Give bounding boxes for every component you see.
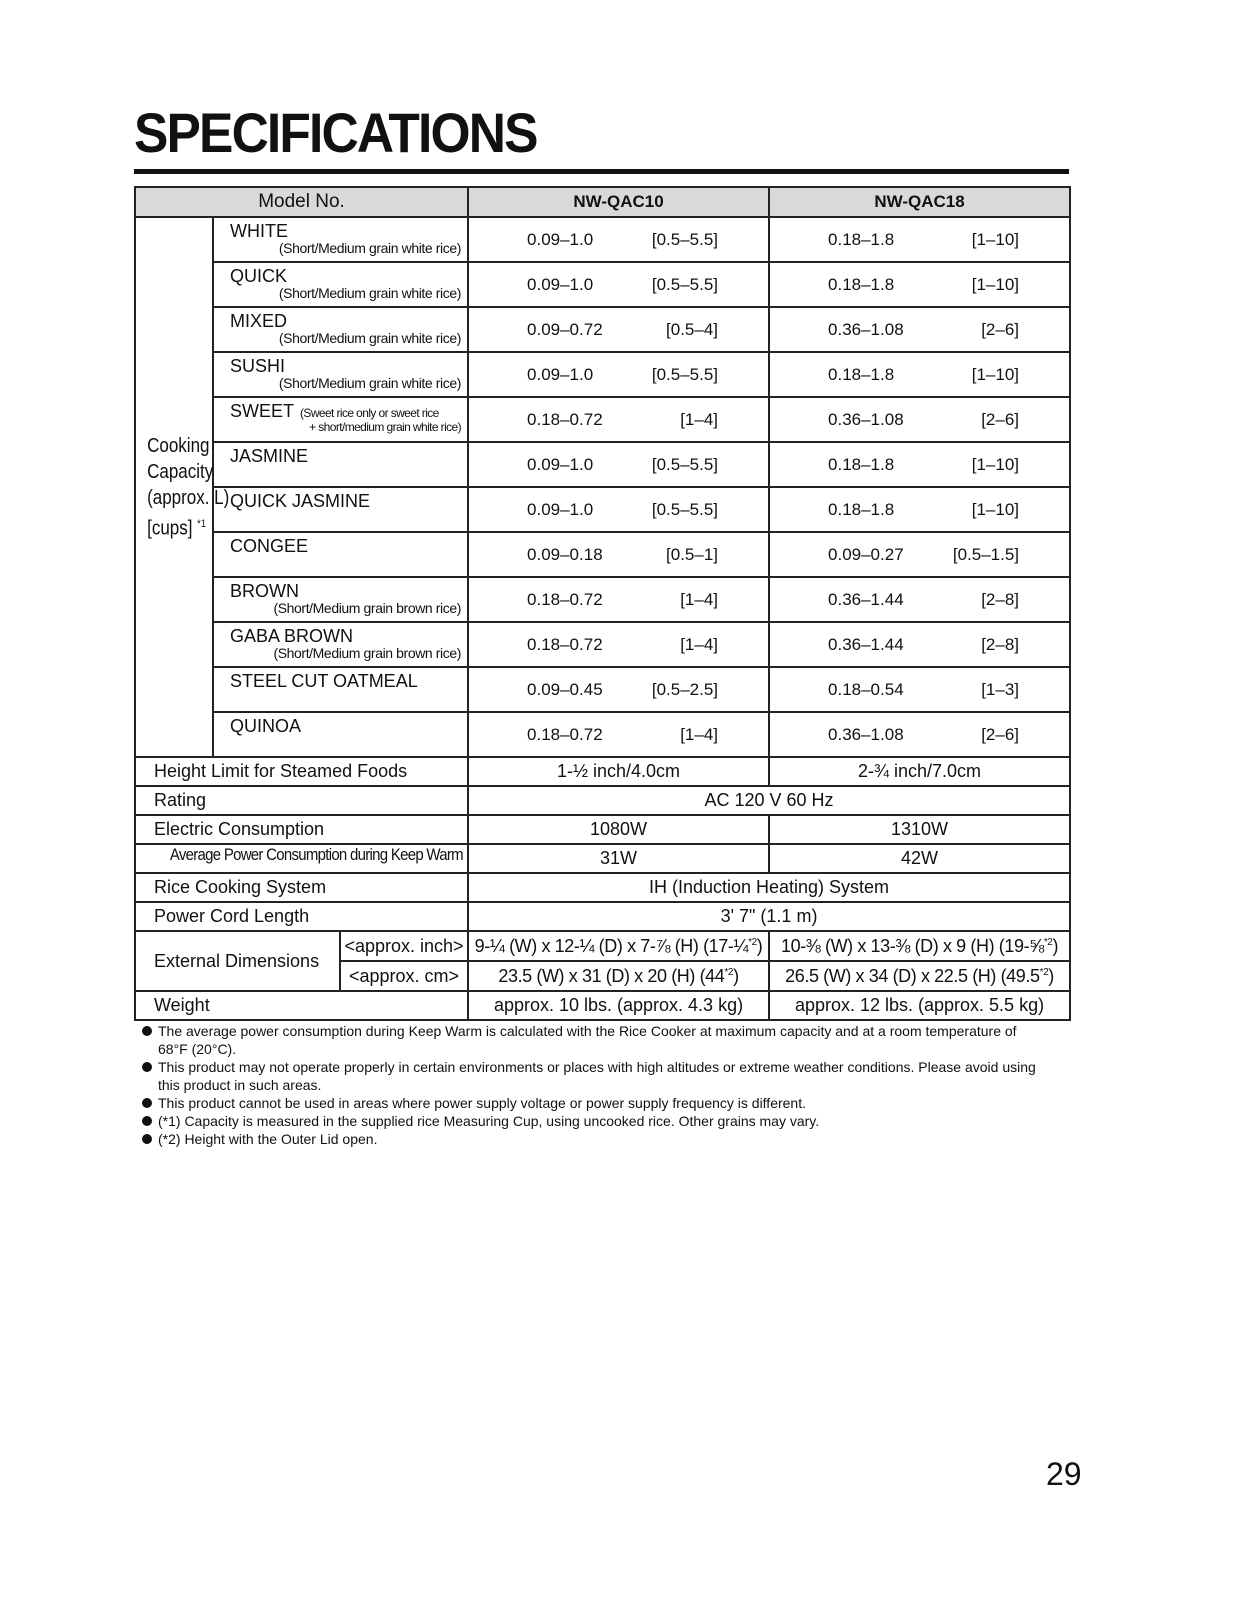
qac10-capacity-cell	[468, 217, 769, 262]
cooking-capacity-label	[135, 217, 230, 757]
capacity-liters: 0.18–0.72	[527, 724, 603, 744]
capacity-cups: [0.5–5.5]	[651, 454, 719, 474]
menu-name-cell	[213, 352, 468, 397]
rating-row	[135, 786, 1070, 815]
dimension-value: 26.5 (W) x 34 (D) x 22.5 (H) (49.5	[785, 965, 1040, 986]
bullet-icon	[142, 1134, 152, 1144]
capacity-cups: [1–10]	[971, 229, 1020, 249]
capacity-liters: 0.36–1.08	[828, 724, 904, 744]
capacity-row	[135, 352, 1070, 397]
footnote-item	[142, 1130, 1042, 1148]
capacity-liters: 0.36–1.08	[828, 409, 904, 429]
capacity-cups: [2–6]	[981, 409, 1020, 429]
capacity-label-cups: [cups]	[147, 517, 193, 540]
menu-name-cell	[213, 532, 468, 577]
rating-label: Rating	[135, 786, 468, 815]
height-limit-qac18: 2-¾ inch/7.0cm	[769, 757, 1070, 786]
footnote-item	[142, 1112, 1042, 1130]
footnote-item	[142, 1094, 1042, 1112]
bullet-icon	[142, 1062, 152, 1072]
menu-name: QUICK JASMINE	[230, 491, 371, 511]
capacity-row	[135, 667, 1070, 712]
menu-name: GABA BROWN	[230, 626, 354, 646]
capacity-row	[135, 577, 1070, 622]
dimension-value: 9-¼ (W) x 12-¼ (D) x 7-⅞ (H) (17-¼	[474, 935, 749, 956]
qac18-capacity-cell	[769, 397, 1070, 442]
qac10-capacity-cell	[468, 532, 769, 577]
capacity-cups: [1–4]	[680, 589, 719, 609]
capacity-cups: [2–6]	[981, 724, 1020, 744]
footnote-text: (*2) Height with the Outer Lid open.	[158, 1131, 378, 1147]
qac10-capacity-cell	[468, 577, 769, 622]
menu-subtitle: (Short/Medium grain white rice)	[278, 330, 462, 346]
capacity-liters: 0.18–1.8	[828, 499, 895, 519]
menu-name-cell	[213, 712, 468, 757]
capacity-cups: [1–4]	[680, 634, 719, 654]
qac18-capacity-cell	[769, 307, 1070, 352]
capacity-cups: [2–8]	[981, 634, 1020, 654]
weight-qac10: approx. 10 lbs. (approx. 4.3 kg)	[468, 991, 769, 1020]
footnote-item	[142, 1058, 1042, 1094]
menu-name-cell	[213, 442, 468, 487]
model-qac18: NW-QAC18	[769, 187, 1070, 217]
dimensions-inch-qac10: 9-¼ (W) x 12-¼ (D) x 7-⅞ (H) (17-¼$^{*2}$)	[468, 931, 769, 961]
capacity-cups: [2–6]	[981, 319, 1020, 339]
dimension-value: 10-⅜ (W) x 13-⅜ (D) x 9 (H) (19-⅝	[780, 935, 1044, 956]
capacity-row	[135, 712, 1070, 757]
qac18-capacity-cell	[769, 577, 1070, 622]
rice-cooking-system-label: Rice Cooking System	[135, 873, 468, 902]
menu-name: CONGEE	[230, 536, 309, 556]
capacity-cups: [1–3]	[981, 679, 1020, 699]
menu-name: QUINOA	[230, 716, 302, 736]
capacity-label-line	[147, 511, 207, 542]
capacity-row	[135, 397, 1070, 442]
menu-subtitle: (Short/Medium grain white rice)	[278, 285, 462, 301]
capacity-label-line: (approx. L)	[147, 486, 230, 509]
capacity-row	[135, 307, 1070, 352]
qac18-capacity-cell	[769, 262, 1070, 307]
electric-consumption-row	[135, 815, 1070, 844]
electric-consumption-qac10: 1080W	[468, 815, 769, 844]
qac10-capacity-cell	[468, 667, 769, 712]
capacity-liters: 0.09–0.45	[527, 679, 603, 699]
bullet-icon	[142, 1116, 152, 1126]
electric-consumption-qac18: 1310W	[769, 815, 1070, 844]
footnote-text: This product cannot be used in areas where power supply voltage or power supply frequency is different.	[158, 1095, 806, 1111]
footnote-mark: *2	[724, 966, 734, 978]
menu-name-cell	[213, 217, 468, 262]
dimensions-cm-qac18: 26.5 (W) x 34 (D) x 22.5 (H) (49.5$^{*2}$)	[769, 961, 1070, 991]
capacity-liters: 0.09–1.0	[527, 499, 594, 519]
qac10-capacity-cell	[468, 397, 769, 442]
rice-cooking-system-value: IH (Induction Heating) System	[468, 873, 1070, 902]
capacity-cups: [2–8]	[981, 589, 1020, 609]
specifications-table	[134, 186, 1071, 1021]
electric-consumption-label: Electric Consumption	[135, 815, 468, 844]
menu-subtitle: (Sweet rice only or sweet rice	[300, 406, 439, 420]
capacity-row	[135, 442, 1070, 487]
capacity-liters: 0.36–1.08	[828, 319, 904, 339]
menu-subtitle: (Short/Medium grain brown rice)	[273, 600, 462, 616]
capacity-label-line: Capacity	[147, 460, 214, 483]
qac18-capacity-cell	[769, 622, 1070, 667]
qac18-capacity-cell	[769, 352, 1070, 397]
dimension-value: 23.5 (W) x 31 (D) x 20 (H) (44	[498, 965, 725, 986]
menu-subtitle: + short/medium grain white rice)	[309, 420, 462, 434]
inch-unit: <approx. inch>	[340, 931, 468, 961]
qac10-capacity-cell	[468, 307, 769, 352]
capacity-cups: [0.5–1]	[666, 544, 719, 564]
model-no-label: Model No.	[135, 187, 468, 217]
qac10-capacity-cell	[468, 712, 769, 757]
capacity-row	[135, 487, 1070, 532]
qac10-capacity-cell	[468, 262, 769, 307]
qac10-capacity-cell	[468, 352, 769, 397]
external-dimensions-label: External Dimensions	[135, 931, 340, 991]
height-limit-row	[135, 757, 1070, 786]
height-limit-qac10: 1-½ inch/4.0cm	[468, 757, 769, 786]
weight-qac18: approx. 12 lbs. (approx. 5.5 kg)	[769, 991, 1070, 1020]
capacity-liters: 0.09–0.18	[527, 544, 603, 564]
capacity-liters: 0.09–1.0	[527, 274, 594, 294]
menu-name-cell	[213, 262, 468, 307]
footnote-text: The average power consumption during Keep Warm is calculated with the Rice Cooker at maximum capacity and at a room temperature of 68°F (20°C).	[158, 1023, 1017, 1057]
average-power-label: Average Power Consumption during Keep Warm	[135, 844, 468, 873]
rice-cooking-system-row	[135, 873, 1070, 902]
capacity-cups: [0.5–5.5]	[651, 229, 719, 249]
capacity-cups: [1–10]	[971, 454, 1020, 474]
menu-subtitle: (Short/Medium grain white rice)	[278, 375, 462, 391]
capacity-cups: [0.5–1.5]	[952, 544, 1020, 564]
bullet-icon	[142, 1098, 152, 1108]
page-title: SPECIFICATIONS	[134, 101, 537, 164]
average-power-qac18: 42W	[769, 844, 1070, 873]
menu-name: SUSHI	[230, 356, 286, 376]
capacity-cups: [1–4]	[680, 724, 719, 744]
capacity-cups: [0.5–5.5]	[651, 364, 719, 384]
footnote-mark: *2	[1043, 936, 1053, 948]
menu-name-cell	[213, 577, 468, 622]
footnote-text: (*1) Capacity is measured in the supplied rice Measuring Cup, using uncooked rice. Other grains may vary.	[158, 1113, 820, 1129]
capacity-liters: 0.18–1.8	[828, 454, 895, 474]
capacity-liters: 0.18–0.72	[527, 634, 603, 654]
qac18-capacity-cell	[769, 217, 1070, 262]
menu-name: BROWN	[230, 581, 299, 601]
capacity-liters: 0.18–0.54	[828, 679, 904, 699]
average-power-row	[135, 844, 1070, 873]
capacity-liters: 0.18–0.72	[527, 409, 603, 429]
footnotes	[142, 1022, 1042, 1148]
weight-label: Weight	[135, 991, 468, 1020]
capacity-row	[135, 217, 1070, 262]
capacity-cups: [0.5–4]	[666, 319, 719, 339]
dimensions-inch-qac18: 10-⅜ (W) x 13-⅜ (D) x 9 (H) (19-⅝$^{*2}$)	[769, 931, 1070, 961]
menu-name-cell	[213, 397, 468, 442]
page-number: 29	[1046, 1456, 1082, 1492]
footnote-mark: *1	[197, 517, 207, 530]
capacity-label-line: Cooking	[147, 434, 210, 457]
average-power-qac10: 31W	[468, 844, 769, 873]
cm-unit: <approx. cm>	[340, 961, 468, 991]
capacity-liters: 0.18–1.8	[828, 364, 895, 384]
capacity-liters: 0.36–1.44	[828, 589, 904, 609]
footnote-mark: *2	[748, 936, 757, 948]
rating-value: AC 120 V 60 Hz	[468, 786, 1070, 815]
qac18-capacity-cell	[769, 487, 1070, 532]
power-cord-length-label: Power Cord Length	[135, 902, 468, 931]
capacity-liters: 0.09–0.72	[527, 319, 603, 339]
menu-name: WHITE	[230, 221, 288, 241]
capacity-liters: 0.09–0.27	[828, 544, 904, 564]
qac18-capacity-cell	[769, 442, 1070, 487]
capacity-cups: [1–10]	[971, 499, 1020, 519]
capacity-liters: 0.09–1.0	[527, 364, 594, 384]
menu-name: JASMINE	[230, 446, 309, 466]
menu-name: QUICK	[230, 266, 288, 286]
menu-name-cell	[213, 622, 468, 667]
capacity-liters: 0.18–1.8	[828, 274, 895, 294]
capacity-row	[135, 532, 1070, 577]
bullet-icon	[142, 1026, 152, 1036]
qac10-capacity-cell	[468, 442, 769, 487]
menu-name-cell	[213, 487, 468, 532]
capacity-cups: [0.5–5.5]	[651, 499, 719, 519]
capacity-cups: [1–10]	[971, 274, 1020, 294]
model-qac10: NW-QAC10	[468, 187, 769, 217]
capacity-cups: [0.5–5.5]	[651, 274, 719, 294]
capacity-liters: 0.09–1.0	[527, 454, 594, 474]
capacity-row	[135, 622, 1070, 667]
dimensions-cm-qac10: 23.5 (W) x 31 (D) x 20 (H) (44$^{*2}$)	[468, 961, 769, 991]
menu-name-cell	[213, 667, 468, 712]
header-row	[135, 187, 1070, 217]
height-limit-label: Height Limit for Steamed Foods	[135, 757, 468, 786]
capacity-row	[135, 262, 1070, 307]
capacity-liters: 0.18–0.72	[527, 589, 603, 609]
capacity-cups: [1–4]	[680, 409, 719, 429]
qac18-capacity-cell	[769, 532, 1070, 577]
footnote-text: This product may not operate properly in certain environments or places with high altitudes or extreme weather conditions. Please avoid using this product in such areas.	[158, 1059, 1036, 1093]
menu-subtitle: (Short/Medium grain white rice)	[278, 240, 462, 256]
capacity-cups: [1–10]	[971, 364, 1020, 384]
menu-name-cell	[213, 307, 468, 352]
qac18-capacity-cell	[769, 712, 1070, 757]
power-cord-length-value: 3' 7" (1.1 m)	[468, 902, 1070, 931]
capacity-liters: 0.18–1.8	[828, 229, 895, 249]
weight-row	[135, 991, 1070, 1020]
power-cord-length-row	[135, 902, 1070, 931]
menu-subtitle: (Short/Medium grain brown rice)	[273, 645, 462, 661]
menu-name: MIXED	[230, 311, 288, 331]
qac18-capacity-cell	[769, 667, 1070, 712]
qac10-capacity-cell	[468, 487, 769, 532]
qac10-capacity-cell	[468, 622, 769, 667]
external-dimensions-row	[135, 931, 1070, 961]
capacity-cups: [0.5–2.5]	[651, 679, 719, 699]
capacity-liters: 0.36–1.44	[828, 634, 904, 654]
footnote-mark: *2	[1039, 966, 1049, 978]
footnote-item	[142, 1022, 1042, 1058]
menu-name: STEEL CUT OATMEAL	[230, 671, 418, 691]
capacity-liters: 0.09–1.0	[527, 229, 594, 249]
title-rule	[134, 169, 1069, 174]
menu-name: SWEET	[230, 401, 295, 421]
